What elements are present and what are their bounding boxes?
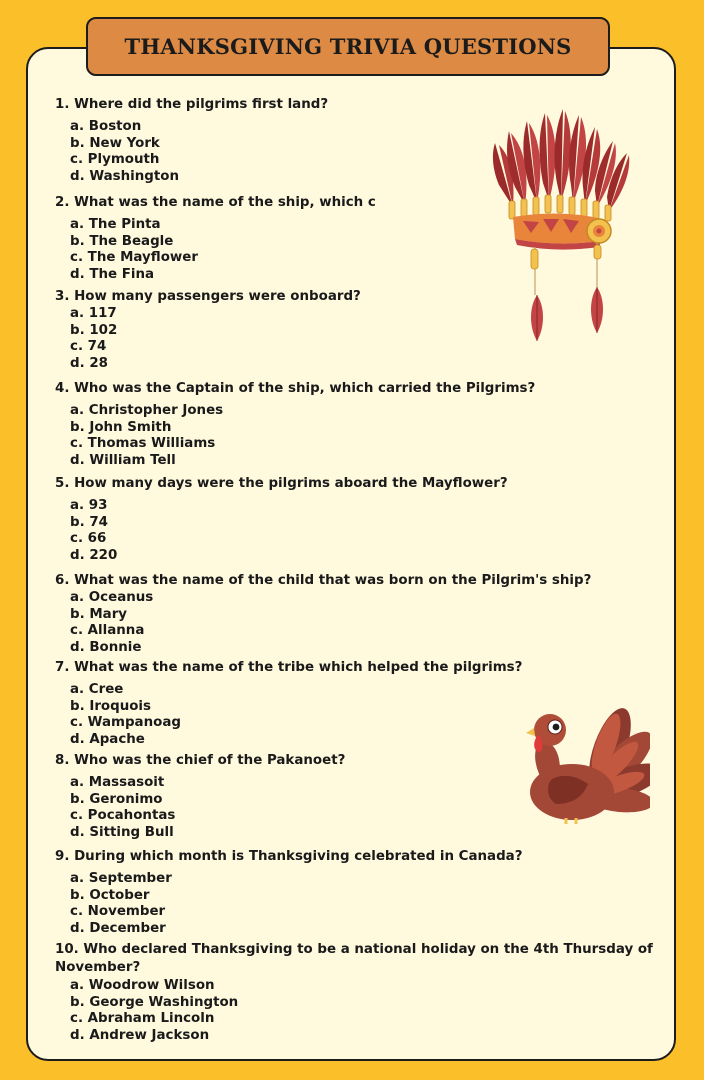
question-8 [55,752,345,841]
question-text: 6. What was the name of the child that was born on the Pilgrim's ship? [55,573,592,588]
options-list [70,217,376,283]
option: a. Woodrow Wilson [70,978,215,993]
option: a. 93 [70,498,108,513]
option: d. Andrew Jackson [70,1027,210,1043]
option: c. November [70,904,166,920]
question-text: 8. Who was the chief of the Pakanoet? [55,753,346,768]
question-6 [55,572,591,656]
options-list [70,871,522,937]
option: a. The Pinta [70,217,161,232]
title-banner [86,17,610,76]
options-list [70,403,535,469]
question-text: 7. What was the name of the tribe which helped the pilgrims? [55,660,523,675]
option: a. Boston [70,119,142,134]
option: c. 74 [70,339,107,355]
option: d. The Fina [70,266,155,282]
option: c. 66 [70,531,107,547]
turkey-icon [510,700,650,825]
option: c. Wampanoag [70,715,181,731]
question-text: 3. How many passengers were onboard? [55,289,361,304]
option: b. October [70,887,150,903]
question-5 [55,475,508,564]
question-text: 4. Who was the Captain of the ship, which carried the Pilgrims? [55,381,536,396]
question-text: 5. How many days were the pilgrims aboard the Mayflower? [55,476,508,491]
option: b. 74 [70,514,108,530]
question-9 [55,848,522,937]
options-list [70,119,328,185]
question-1 [55,96,328,185]
options-list [70,978,665,1044]
option: a. Massasoit [70,775,165,790]
question-10 [55,941,665,1044]
option: b. Mary [70,606,128,622]
option: b. George Washington [70,994,239,1010]
option: d. Washington [70,168,180,184]
option: b. The Beagle [70,233,174,249]
option: b. John Smith [70,419,172,435]
options-list [70,590,591,656]
option: d. 28 [70,355,108,371]
page-title: THANKSGIVING TRIVIA QUESTIONS [124,34,572,59]
question-4 [55,380,535,469]
question-text: 1. Where did the pilgrims first land? [55,97,329,112]
options-list [70,306,361,372]
option: c. Allanna [70,623,145,639]
option: c. The Mayflower [70,250,198,266]
option: b. Iroquois [70,698,151,714]
question-text: 2. What was the name of the ship, which c [55,195,376,210]
option: d. William Tell [70,452,176,468]
question-3 [55,288,361,372]
option: c. Pocahontas [70,808,176,824]
option: a. September [70,871,172,886]
option: b. 102 [70,322,118,338]
option: d. Apache [70,731,145,747]
options-list [70,775,345,841]
question-2 [55,194,376,283]
option: d. 220 [70,547,118,563]
question-text: 9. During which month is Thanksgiving celebrated in Canada? [55,849,523,864]
option: b. New York [70,135,160,151]
option: c. Thomas Williams [70,436,216,452]
option: a. Oceanus [70,590,154,605]
option: c. Abraham Lincoln [70,1011,215,1027]
question-text: 10. Who declared Thanksgiving to be a national holiday on the 4th Thursday of November? [55,942,653,975]
question-7 [55,659,522,748]
option: d. Bonnie [70,639,142,655]
options-list [70,498,508,564]
option: c. Plymouth [70,152,160,168]
option: d. Sitting Bull [70,824,174,840]
options-list [70,682,522,748]
option: a. 117 [70,306,117,321]
option: d. December [70,920,166,936]
option: a. Cree [70,682,124,697]
option: b. Geronimo [70,791,163,807]
headdress-icon [485,105,635,345]
option: a. Christopher Jones [70,403,224,418]
